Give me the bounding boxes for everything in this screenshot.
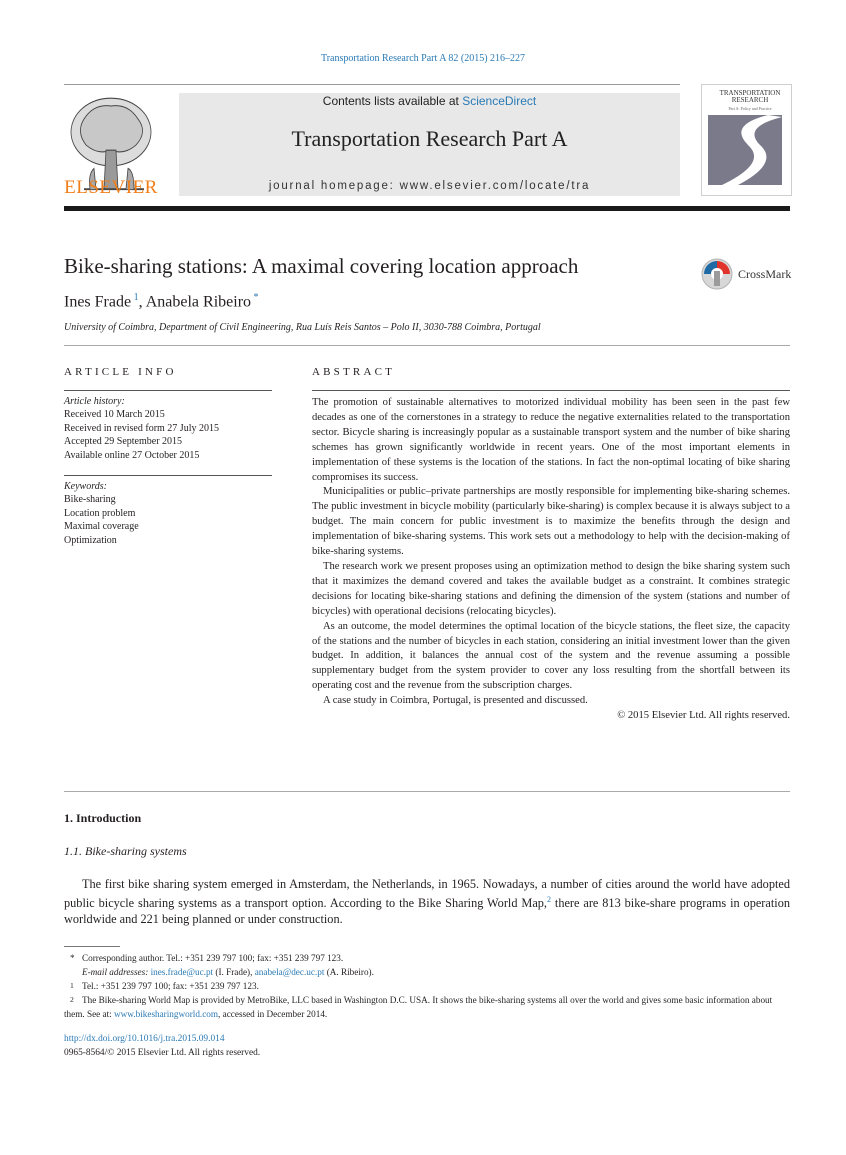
footnote-corresponding bbox=[64, 951, 790, 965]
abstract-paragraph: Municipalities or public–private partnerships are mostly responsible for implementing bike-sharing schemes. The public investment in bicycle mobility (particularly bike-sharing) is complex because it is always subject to a budget. The main concern for public investment is to maximize the benefits through the design and implementation of bike-sharing systems. This work sets out a methodology to help with the decision-making of bike-sharing systems. bbox=[312, 486, 790, 558]
author-name: Anabela Ribeiro bbox=[145, 293, 252, 311]
affiliation: University of Coimbra, Department of Civil Engineering, Rua Luís Reis Santos – Polo II, 3030-788 Coimbra, Portugal bbox=[64, 322, 541, 333]
footnote-mark: 2 bbox=[70, 995, 74, 1004]
body-text: The first bike sharing system emerged in Amsterdam, the Netherlands, in 1965. Nowadays, a number of cities around the world have adopted public bicycle sharing systems as a transport option. According to the Bike Sharing World Map, bbox=[64, 877, 790, 911]
divider bbox=[64, 390, 272, 391]
author-footnote-mark[interactable]: 1 bbox=[133, 292, 139, 303]
keyword: Optimization bbox=[64, 534, 117, 546]
abstract-heading: ABSTRACT bbox=[312, 366, 396, 378]
footnote-rule bbox=[64, 946, 120, 947]
doi-link[interactable]: http://dx.doi.org/10.1016/j.tra.2015.09.014 bbox=[64, 1034, 225, 1044]
divider bbox=[64, 475, 272, 476]
footnote-2 bbox=[64, 993, 790, 1021]
corresponding-author-mark[interactable]: * bbox=[253, 292, 259, 303]
body-text: there are 813 bike-share programs in operation worldwide and 221 being planned or under construction. bbox=[64, 896, 790, 927]
abstract-paragraph: The research work we present proposes using an optimization method to design the bike sharing system such that it maximizes the demand covered and takes the available budget as a constraint. It combines strategic decisions for locating bike-sharing stations and defining the dimension of the system (stations and number of bicycles) with operational decisions (relocating bicycles). bbox=[312, 560, 790, 617]
footnotes bbox=[64, 951, 790, 1021]
footnote-text: Tel.: +351 239 797 100; fax: +351 239 797 123. bbox=[82, 981, 259, 991]
journal-homepage bbox=[179, 180, 680, 192]
email-label: E-mail addresses: bbox=[82, 967, 149, 977]
history-item: Received 10 March 2015 bbox=[64, 409, 165, 421]
bikesharingworld-link[interactable]: www.bikesharingworld.com bbox=[114, 1009, 219, 1019]
keyword: Maximal coverage bbox=[64, 521, 139, 533]
issn-copyright: 0965-8564/© 2015 Elsevier Ltd. All rights reserved. bbox=[64, 1048, 261, 1058]
author-list bbox=[64, 292, 259, 311]
history-item: Available online 27 October 2015 bbox=[64, 449, 200, 461]
keywords bbox=[64, 480, 272, 547]
journal-title: Transportation Research Part A bbox=[291, 126, 568, 151]
article-title: Bike-sharing stations: A maximal covering location approach bbox=[64, 254, 579, 278]
author-separator: , bbox=[138, 293, 146, 311]
crossmark-icon[interactable] bbox=[701, 258, 733, 290]
email-owner: (I. Frade), bbox=[213, 967, 255, 977]
keywords-label: Keywords: bbox=[64, 481, 107, 492]
history-label: Article history: bbox=[64, 396, 125, 407]
homepage-prefix: journal homepage: bbox=[268, 180, 400, 192]
section-heading: 1. Introduction bbox=[64, 811, 142, 825]
email-owner: (A. Ribeiro). bbox=[324, 967, 374, 977]
keyword: Location problem bbox=[64, 507, 136, 519]
contents-prefix: Contents lists available at bbox=[322, 94, 463, 108]
footnote-ref[interactable]: 2 bbox=[547, 895, 551, 904]
sciencedirect-link[interactable]: ScienceDirect bbox=[462, 94, 537, 108]
email-link[interactable]: ines.frade@uc.pt bbox=[150, 967, 214, 977]
publisher-wordmark: ELSEVIER bbox=[64, 177, 158, 198]
abstract-body bbox=[312, 396, 790, 724]
cover-subtitle: Part A: Policy and Practice bbox=[728, 106, 772, 111]
copyright: © 2015 Elsevier Ltd. All rights reserved. bbox=[617, 710, 790, 722]
crossmark-label[interactable]: CrossMark bbox=[738, 267, 792, 281]
footnote-text: , accessed in December 2014. bbox=[218, 1009, 328, 1019]
author-name: Ines Frade bbox=[64, 293, 132, 311]
divider bbox=[64, 791, 790, 792]
header-thick-rule bbox=[64, 206, 790, 211]
email-link[interactable]: anabela@dec.uc.pt bbox=[254, 967, 325, 977]
abstract-paragraph: A case study in Coimbra, Portugal, is presented and discussed. bbox=[323, 695, 588, 707]
footnote-emails bbox=[64, 965, 790, 979]
history-item: Accepted 29 September 2015 bbox=[64, 436, 183, 448]
cover-road-image bbox=[708, 115, 782, 185]
abstract-paragraph: The promotion of sustainable alternatives to motorized individual mobility has been seen in the past few decades as one of the cornerstones in a strategy to reduce the negative externalities related to the transportation sector. Bicycle sharing is increasingly popular as a sustainable transport system and the number of bike sharing schemes has grown significantly worldwide in recent years. One of the most important elements in implementation of these systems is the location of the stations. In fact the non-optimal locating of bike sharing compromises its success. bbox=[312, 397, 790, 483]
article-info-heading: ARTICLE INFO bbox=[64, 366, 177, 378]
homepage-url-link[interactable]: www.elsevier.com/locate/tra bbox=[399, 180, 591, 192]
keyword: Bike-sharing bbox=[64, 494, 116, 506]
contents-line bbox=[179, 94, 680, 108]
divider bbox=[312, 390, 790, 391]
footnote-mark: * bbox=[70, 953, 75, 963]
subsection-heading: 1.1. Bike-sharing systems bbox=[64, 844, 187, 858]
footnote-text: Corresponding author. Tel.: +351 239 797 100; fax: +351 239 797 123. bbox=[82, 953, 344, 963]
header-rule bbox=[64, 84, 680, 85]
article-history bbox=[64, 395, 272, 462]
history-item: Received in revised form 27 July 2015 bbox=[64, 422, 219, 434]
abstract-paragraph: As an outcome, the model determines the optimal location of the bicycle stations, the fleet size, the capacity of the stations and the number of bicycles in each station, considering an initial investment lower than the given budget. In addition, it balances the annual cost of the system and the revenue assuming a possible supplementary budget from the system provider to cover any loss resulting from the shortfall between its operating cost and the revenue from the subscription charges. bbox=[312, 620, 790, 692]
journal-reference-link[interactable]: Transportation Research Part A 82 (2015) 216–227 bbox=[320, 53, 526, 64]
footnote-mark: 1 bbox=[70, 981, 74, 990]
cover-title: TRANSPORTATION RESEARCH bbox=[719, 89, 781, 104]
footnote-text: The Bike-sharing World Map is provided by MetroBike, LLC based in Washington D.C. USA. It shows the bike-sharing systems all over the world and gives some basic information about them. See at: bbox=[64, 995, 773, 1019]
footnote-1 bbox=[64, 979, 790, 993]
body-paragraph bbox=[64, 876, 790, 927]
divider bbox=[64, 345, 790, 346]
